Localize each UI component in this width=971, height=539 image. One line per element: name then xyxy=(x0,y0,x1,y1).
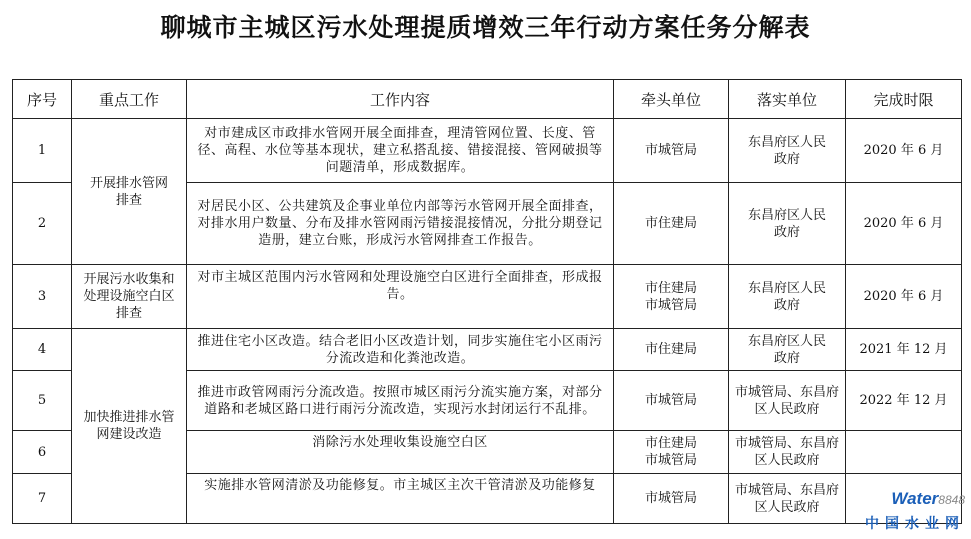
col-header-lead: 牵头单位 xyxy=(614,80,729,119)
row-implement: 市城管局、东昌府区人民政府 xyxy=(729,371,846,431)
row-deadline: 2021 年 12 月 xyxy=(846,329,962,371)
table-row xyxy=(13,329,962,371)
header-row xyxy=(13,80,962,119)
row-index: 4 xyxy=(13,329,72,371)
row-content: 消除污水处理收集设施空白区 xyxy=(187,431,614,474)
row-lead: 市城管局 xyxy=(614,119,729,183)
row-index: 1 xyxy=(13,119,72,183)
row-index: 5 xyxy=(13,371,72,431)
focus-cell: 加快推进排水管网建设改造 xyxy=(72,329,187,524)
row-deadline: 2020 年 6 月 xyxy=(846,119,962,183)
row-index: 3 xyxy=(13,265,72,329)
row-lead: 市城管局 xyxy=(614,371,729,431)
row-lead: 市住建局 市城管局 xyxy=(614,431,729,474)
row-implement: 市城管局、东昌府区人民政府 xyxy=(729,431,846,474)
row-implement: 东昌府区人民政府 xyxy=(729,329,846,371)
row-content: 对市建成区市政排水管网开展全面排查，理清管网位置、长度、管径、高程、水位等基本现状，建立私搭乱接、错接混接、管网破损等问题清单，形成数据库。 xyxy=(187,119,614,183)
row-lead: 市住建局 市城管局 xyxy=(614,265,729,329)
col-header-focus: 重点工作 xyxy=(72,80,187,119)
row-content: 推进市政管网雨污分流改造。按照市城区雨污分流实施方案，对部分道路和老城区路口进行雨污分流改造，实现污水封闭运行不乱排。 xyxy=(187,371,614,431)
col-header-deadline: 完成时限 xyxy=(846,80,962,119)
row-lead: 市住建局 xyxy=(614,183,729,265)
watermark-tagline: 中国水业网 xyxy=(865,516,965,532)
col-header-content: 工作内容 xyxy=(187,80,614,119)
table-row xyxy=(13,119,962,183)
row-index: 7 xyxy=(13,474,72,524)
row-content: 实施排水管网清淤及功能修复。市主城区主次干管清淤及功能修复 xyxy=(187,474,614,524)
table-row xyxy=(13,265,962,329)
focus-cell: 开展污水收集和处理设施空白区排查 xyxy=(72,265,187,329)
row-index: 2 xyxy=(13,183,72,265)
row-lead: 市城管局 xyxy=(614,474,729,524)
row-content: 对市主城区范围内污水管网和处理设施空白区进行全面排查，形成报告。 xyxy=(187,265,614,329)
row-implement: 东昌府区人民政府 xyxy=(729,119,846,183)
page-title: 聊城市主城区污水处理提质增效三年行动方案任务分解表 xyxy=(160,13,811,42)
focus-cell: 开展排水管网排查 xyxy=(72,119,187,265)
row-deadline: 2020 年 6 月 xyxy=(846,183,962,265)
row-content: 对居民小区、公共建筑及企事业单位内部等污水管网开展全面排查，对排水用户数量、分布及排水管网雨污错接混接情况，分批分期登记造册，建立台账，形成污水管网排查工作报告。 xyxy=(187,183,614,265)
col-header-implement: 落实单位 xyxy=(729,80,846,119)
row-implement: 市城管局、东昌府区人民政府 xyxy=(729,474,846,524)
row-implement: 东昌府区人民政府 xyxy=(729,183,846,265)
row-lead: 市住建局 xyxy=(614,329,729,371)
col-header-index: 序号 xyxy=(13,80,72,119)
row-index: 6 xyxy=(13,431,72,474)
watermark-brand-word: Water xyxy=(891,489,939,508)
row-deadline xyxy=(846,431,962,474)
task-table xyxy=(12,79,962,524)
watermark-brand-number: 8848 xyxy=(938,493,965,507)
row-content: 推进住宅小区改造。结合老旧小区改造计划，同步实施住宅小区雨污分流改造和化粪池改造。 xyxy=(187,329,614,371)
row-deadline: 2020 年 6 月 xyxy=(846,265,962,329)
row-implement: 东昌府区人民政府 xyxy=(729,265,846,329)
row-deadline: 2022 年 12 月 xyxy=(846,371,962,431)
row-deadline xyxy=(846,474,962,524)
